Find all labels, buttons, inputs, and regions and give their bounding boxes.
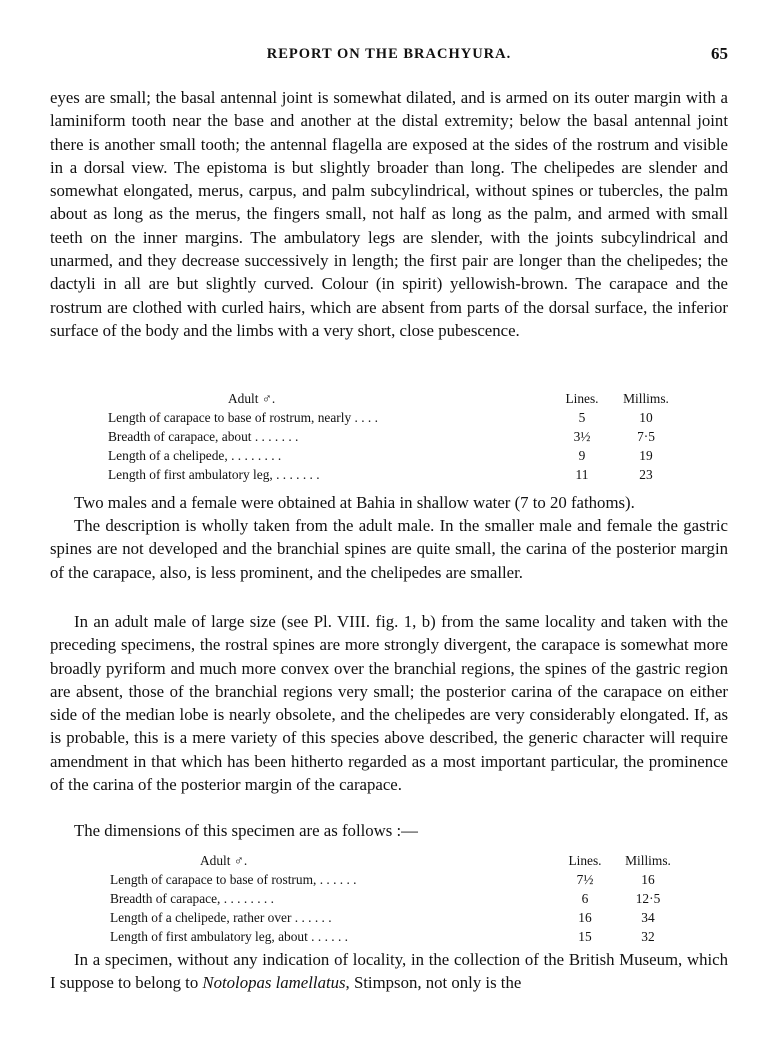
- row-millims: 16: [641, 872, 655, 887]
- row-label: Length of carapace to base of rostrum, nearly . . . .: [108, 410, 378, 425]
- row-lines: 7½: [576, 872, 594, 887]
- measurements-table-2: [110, 851, 710, 947]
- paragraph-large-male: In an adult male of large size (see Pl. VIII. fig. 1, b) from the same locality and taken with the preceding specimens, the rostral spines are more strongly divergent, the carapace is somewhat more broadly pyriform and much more convex over the branchial regions, the spines of the gastric region are absent, those of the branchial regions very small; the posterior carina of the carapace on either side of the median lobe is nearly obsolete, and the chelipedes are very considerably elongated. If, as is probable, this is a mere variety of this species above described, the generic character will require amendment in that which has been hitherto regarded as a most important particular, the prominence of the carina of the posterior margin of the carapace.: [50, 612, 728, 795]
- paragraph-variation: The description is wholly taken from the adult male. In the smaller male and female the gastric spines are not developed and the branchial spines are quite small, the carina of the posterior margin of the carapace, also, is less prominent, and the chelipedes are smaller.: [50, 516, 728, 582]
- column-header-millims: Millims.: [623, 391, 669, 406]
- row-millims: 32: [641, 929, 655, 944]
- species-name: Notolopas lamellatus: [202, 973, 346, 993]
- page-header: [50, 44, 728, 68]
- table-heading: Adult ♂.: [228, 391, 276, 406]
- column-header-millims: Millims.: [625, 853, 671, 868]
- row-millims: 34: [641, 910, 655, 925]
- measurements-table-1: [108, 389, 708, 485]
- paragraph-british-museum: [50, 948, 728, 995]
- row-label: Breadth of carapace, about . . . . . . .: [108, 429, 299, 444]
- row-label: Length of first ambulatory leg, about . . . . . .: [110, 929, 349, 944]
- row-lines: 3½: [573, 429, 591, 444]
- row-millims: 19: [639, 448, 653, 463]
- paragraph-text-start: In a specimen, without any indication of locality, in the collection of the British Museum, which I suppose to belong to: [50, 950, 728, 993]
- column-header-lines: Lines.: [568, 853, 602, 868]
- row-label: Length of a chelipede, rather over . . . . . .: [110, 910, 332, 925]
- row-label: Breadth of carapace, . . . . . . . .: [110, 891, 274, 906]
- row-label: Length of carapace to base of rostrum, . . . . . .: [110, 872, 357, 887]
- paragraph-locality: Two males and a female were obtained at Bahia in shallow water (7 to 20 fathoms).: [74, 493, 635, 512]
- row-label: Length of first ambulatory leg, . . . . . . .: [108, 467, 320, 482]
- row-lines: 9: [578, 448, 586, 463]
- table-heading: Adult ♂.: [200, 853, 248, 868]
- page-number: 65: [711, 44, 728, 63]
- row-millims: 7·5: [637, 429, 655, 444]
- row-lines: 6: [581, 891, 589, 906]
- row-millims: 10: [639, 410, 653, 425]
- row-lines: 5: [578, 410, 586, 425]
- column-header-lines: Lines.: [565, 391, 599, 406]
- running-title: REPORT ON THE BRACHYURA.: [266, 46, 512, 62]
- row-lines: 11: [575, 467, 589, 482]
- row-label: Length of a chelipede, . . . . . . . .: [108, 448, 282, 463]
- row-lines: 15: [578, 929, 592, 944]
- paragraph-description: eyes are small; the basal antennal joint is somewhat dilated, and is armed on its outer margin with a laminiform tooth near the base and another at the distal extremity; below the basal antennal joint there is another small tooth; the antennal flagella are exposed at the sides of the rostrum and visible in a dorsal view. The epistoma is but slightly broader than long. The chelipedes are slender and somewhat elongated, merus, carpus, and palm subcylindrical, without spines or tubercles, the palm about as long as the merus, the fingers small, not half as long as the palm, and armed with small teeth on the inner margins. The ambulatory legs are slender, with the joints subcylindrical and unarmed, and they decrease successively in length; the first pair are longer than the chelipedes; the dactyli in all are but slightly curved. Colour (in spirit) yellowish-brown. The carapace and the rostrum are clothed with curled hairs, which are absent from parts of the dorsal surface, the inferior surface of the body and the limbs with a very short, close pubescence.: [50, 88, 728, 340]
- row-millims: 12·5: [635, 891, 661, 906]
- paragraph-dimensions-intro: The dimensions of this specimen are as follows :—: [74, 821, 418, 840]
- row-lines: 16: [578, 910, 592, 925]
- row-millims: 23: [639, 467, 653, 482]
- paragraph-text-end: , Stimpson, not only is the: [345, 973, 522, 993]
